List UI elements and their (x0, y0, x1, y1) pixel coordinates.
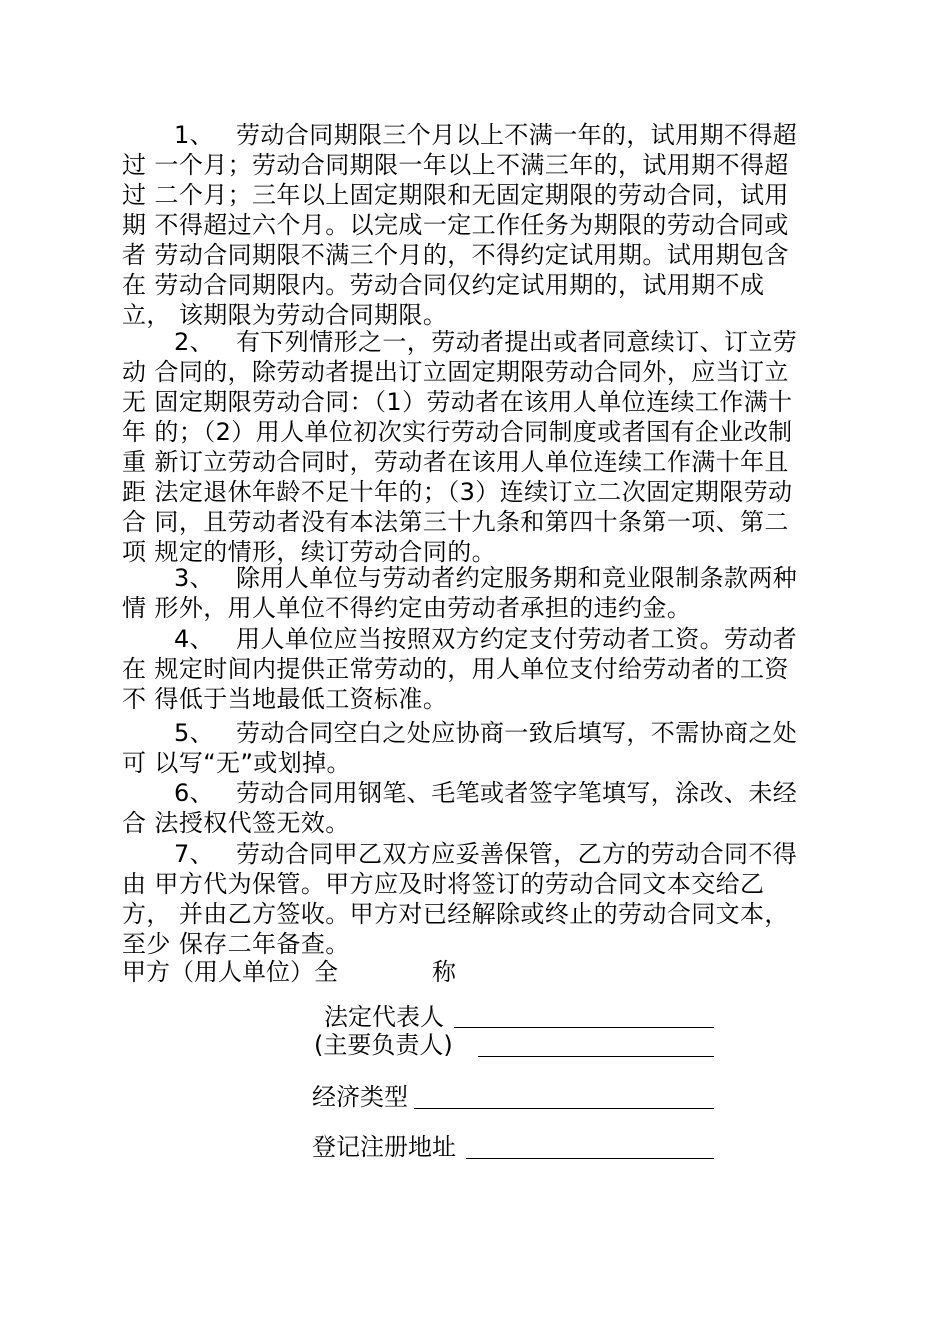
clause-text-line: 除用人单位与劳动者约定服务期和竞业限制条款两种 (236, 564, 798, 592)
clause-number: 2、 (174, 328, 215, 356)
legal-representative-label: 法定代表人 (324, 1003, 444, 1031)
clause-3 (122, 563, 838, 623)
clause-text-line: 过 一个月；劳动合同期限一年以上不满三年的，试用期不得超 (122, 151, 789, 179)
clause-text-line: 立， 该期限为劳动合同期限。 (122, 301, 448, 329)
clause-text-line: 由 甲方代为保管。甲方应及时将签订的劳动合同文本交给乙 (122, 870, 765, 898)
economic-type-field[interactable] (414, 1108, 714, 1109)
clause-text-line: 在 劳动合同期限内。劳动合同仅约定试用期的，试用期不成 (122, 271, 765, 299)
clause-6 (122, 778, 838, 838)
clause-text-line: 劳动合同空白之处应协商一致后填写，不需协商之处 (236, 719, 798, 747)
economic-type-label: 经济类型 (312, 1083, 408, 1111)
clause-text-line: 劳动合同甲乙双方应妥善保管，乙方的劳动合同不得 (236, 840, 798, 868)
clause-1 (122, 120, 838, 330)
clause-text-line: 用人单位应当按照双方约定支付劳动者工资。劳动者 (236, 625, 798, 653)
clause-4 (122, 624, 838, 714)
clause-text-line: 在 规定时间内提供正常劳动的，用人单位支付给劳动者的工资 (122, 655, 789, 683)
clause-text-line: 无 固定期限劳动合同：（1）劳动者在该用人单位连续工作满十 (122, 388, 793, 416)
clause-7 (122, 839, 838, 959)
principal-label: (主要负责人) (314, 1031, 453, 1059)
clause-text-line: 期 不得超过六个月。以完成一定工作任务为期限的劳动合同或 (122, 211, 789, 239)
clause-2 (122, 327, 838, 567)
clause-number: 7、 (174, 840, 215, 868)
clause-text-line: 者 劳动合同期限不满三个月的，不得约定试用期。试用期包含 (122, 241, 789, 269)
party-a-name-label-tail: 称 (432, 958, 456, 986)
clause-text-line: 合 法授权代签无效。 (122, 809, 350, 837)
clause-number: 6、 (174, 779, 215, 807)
clause-number: 4、 (174, 625, 215, 653)
party-a-name-label: 甲方（用人单位）全 (122, 958, 338, 986)
clause-5 (122, 718, 838, 778)
clause-text-line: 不 得低于当地最低工资标准。 (122, 685, 448, 713)
legal-representative-field[interactable] (454, 1027, 714, 1028)
clause-text-line: 方， 并由乙方签收。甲方对已经解除或终止的劳动合同文本， (122, 900, 789, 928)
registered-address-field[interactable] (466, 1158, 714, 1159)
clause-text-line: 可 以写“无”或划掉。 (122, 749, 351, 777)
clause-text-line: 过 二个月；三年以上固定期限和无固定期限的劳动合同，试用 (122, 181, 789, 209)
clause-text-line: 至少 保存二年备查。 (122, 930, 350, 958)
clause-text-line: 有下列情形之一，劳动者提出或者同意续订、订立劳 (236, 328, 798, 356)
principal-field[interactable] (478, 1056, 714, 1057)
clause-text-line: 年 的；（2）用人单位初次实行劳动合同制度或者国有企业改制 (122, 418, 793, 446)
clause-text-line: 距 法定退休年龄不足十年的；（3）连续订立二次固定期限劳动 (122, 478, 793, 506)
clause-text-line: 动 合同的，除劳动者提出订立固定期限劳动合同外，应当订立 (122, 358, 789, 386)
clause-text-line: 情 形外，用人单位不得约定由劳动者承担的违约金。 (122, 594, 692, 622)
clause-number: 1、 (174, 121, 215, 149)
clause-number: 5、 (174, 719, 215, 747)
clause-text-line: 劳动合同用钢笔、毛笔或者签字笔填写，涂改、未经 (236, 779, 798, 807)
registered-address-label: 登记注册地址 (312, 1133, 456, 1161)
clause-text-line: 合 同，且劳动者没有本法第三十九条和第四十条第一项、第二 (122, 508, 789, 536)
clause-text-line: 项 规定的情形，续订劳动合同的。 (122, 538, 497, 566)
clause-number: 3、 (174, 564, 215, 592)
clause-text-line: 劳动合同期限三个月以上不满一年的，试用期不得超 (236, 121, 798, 149)
clause-text-line: 重 新订立劳动合同时，劳动者在该用人单位连续工作满十年且 (122, 448, 789, 476)
